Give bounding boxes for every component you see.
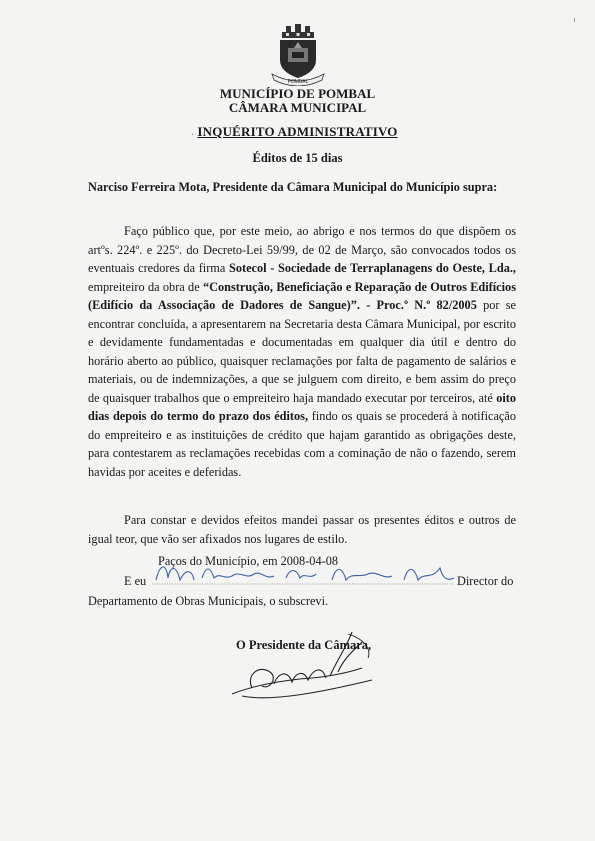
scan-mark xyxy=(574,18,575,22)
president-signature xyxy=(222,628,382,710)
deadline-text: oito dias depois do termo do prazo dos éditos, xyxy=(88,390,516,423)
eu-label: E eu xyxy=(124,574,147,588)
municipality-name: MUNICÍPIO DE POMBAL xyxy=(219,86,376,101)
body-paragraph-2: Para constar e devidos efeitos mandei passar os presentes éditos e outros de igual teor, que vão ser afixados nos lugares de estilo. xyxy=(88,513,516,546)
intro-paragraph: Narciso Ferreira Mota, Presidente da Câmara Municipal do Município supra: xyxy=(88,180,498,194)
department-line: Departamento de Obras Municipais, o subscrevi. xyxy=(88,594,329,608)
director-label: Director do xyxy=(457,574,514,588)
document-title: INQUÉRITO ADMINISTRATIVO xyxy=(197,124,398,139)
project-name: “Construção, Beneficiação e Reparação de Outros Edifícios (Edifício da Associação de Dadores de Sangue)”. - Proc.º N.º 82/2005 xyxy=(88,279,516,312)
president-label: O Presidente da Câmara, xyxy=(236,638,372,652)
company-name: Sotecol - Sociedade de Terraplanagens do Oeste, Lda., xyxy=(229,261,516,275)
scan-dot: · xyxy=(191,130,195,141)
svg-text:POMBAL: POMBAL xyxy=(287,79,309,85)
date-line: Paços do Município, em 2008-04-08 xyxy=(158,554,338,568)
director-signature xyxy=(136,558,456,592)
municipal-crest-icon xyxy=(268,24,328,86)
document-subtitle: Éditos de 15 dias xyxy=(252,151,343,165)
council-name: CÂMARA MUNICIPAL xyxy=(228,100,367,115)
body-paragraph-1: Faço público que, por este meio, ao abrigo e nos termos do que dispõem os artºs. 224º. e 225º. do Decreto-Lei 59/99, de 02 de Março, são convocados todos os eventuais credores da firma Sotecol - Sociedade de Terraplanagens do Oeste, Lda., empreiteiro da obra de “Construção, Beneficiação e Reparação de Outros Edifícios (Edifício da Associação de Dadores de Sangue)”. - Proc.º N.º 82/2005 por se encontrar concluída, a apresentarem na Secretaria desta Câmara Municipal, por escrito e devidamente fundamentadas e documentadas em qualquer dia útil e dentro do horário aberto ao público, quaisquer reclamações por falta de pagamento de salários e materiais, ou de indemnizações, a que se julguem com direito, e bem assim do preço de quaisquer trabalhos que o empreiteiro haja mandado executar por terceiros, até oito dias depois do termo do prazo dos éditos, findo os quais se procederá à notificação do empreiteiro e as instituições de crédito que hajam garantido as obrigações deste, para contestarem as reclamações recebidas com a cominação de não o fazendo, serem havidas por aceites e deferidas. xyxy=(88,224,516,479)
